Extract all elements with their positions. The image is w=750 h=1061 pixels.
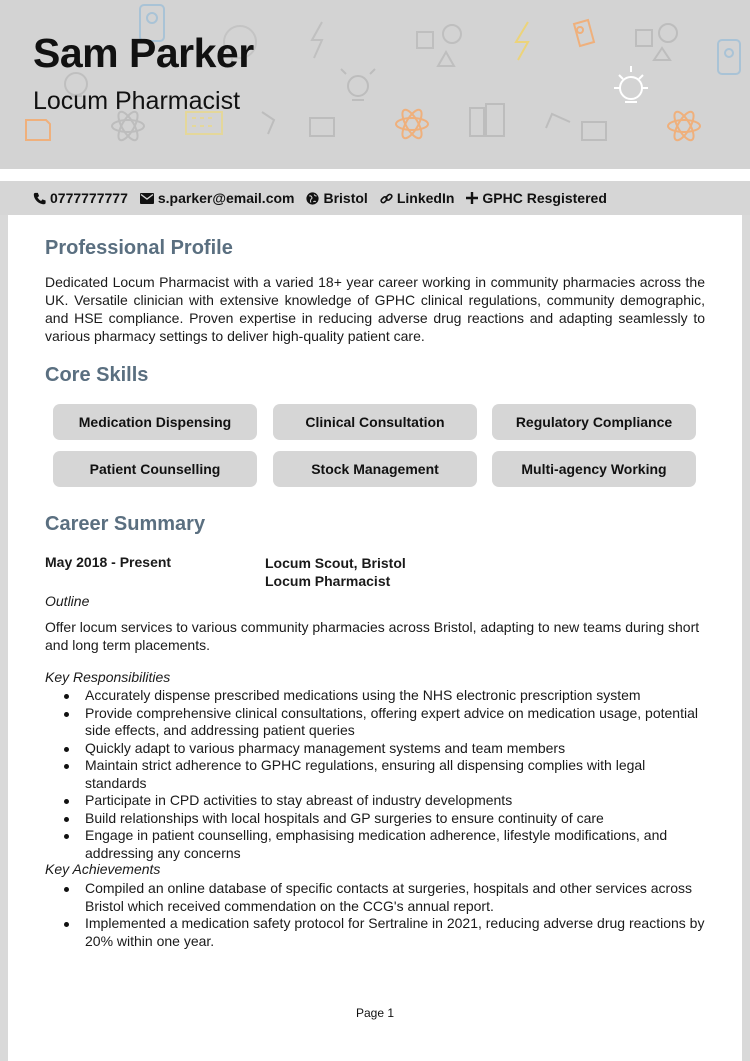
contact-email[interactable] (140, 190, 295, 206)
skill-chip: Medication Dispensing (53, 404, 257, 440)
skill-chip: Regulatory Compliance (492, 404, 696, 440)
list-item: Engage in patient counselling, emphasising medication adherence, lifestyle modifications, and addressing any concerns (45, 827, 710, 862)
lightbulb-white-doodle-icon (614, 66, 648, 102)
list-item: Maintain strict adherence to GPHC regulations, ensuring all dispensing complies with legal standards (45, 757, 710, 792)
chevron-right-doodle-icon (546, 114, 570, 128)
list-item: Quickly adapt to various pharmacy management systems and team members (45, 740, 710, 758)
header-banner (0, 0, 750, 169)
contact-registration-text: GPHC Resgistered (482, 190, 607, 206)
job-position: Locum Pharmacist (265, 573, 391, 589)
outline-text: Offer locum services to various community pharmacies across Bristol, adapting to new teams during short and long term placements. (45, 619, 700, 653)
list-item: Provide comprehensive clinical consultations, offering expert advice on medication usage, potential side effects, and addressing patient queries (45, 705, 710, 740)
envelope-icon (140, 193, 154, 204)
shapes-doodle-icon (417, 25, 461, 66)
phone-right-doodle-icon (718, 40, 740, 74)
list-item: Implemented a medication safety protocol for Sertraline in 2021, reducing adverse drug reactions by 20% within one year. (45, 915, 710, 950)
skill-chip: Clinical Consultation (273, 404, 477, 440)
responsibilities-list (45, 687, 710, 862)
contact-linkedin[interactable] (380, 190, 455, 206)
atom-orange-doodle-icon (396, 107, 428, 141)
list-item: Participate in CPD activities to stay abreast of industry developments (45, 792, 710, 810)
achievements-list (45, 880, 710, 950)
contact-email-text: s.parker@email.com (157, 190, 295, 206)
candidate-name: Sam Parker (33, 30, 254, 76)
contact-registration (466, 190, 606, 206)
phone-icon (33, 192, 46, 205)
atom-orange-right-doodle-icon (668, 109, 700, 143)
career-section-title: Career Summary (45, 513, 206, 535)
shapes-right-doodle-icon (636, 24, 677, 60)
contact-linkedin-text: LinkedIn (396, 190, 455, 206)
screen-doodle-icon (310, 118, 334, 136)
lightbulb-grey-doodle-icon (341, 69, 375, 100)
skill-chip: Patient Counselling (53, 451, 257, 487)
job-employer: Locum Scout, Bristol (265, 555, 406, 571)
list-item: Build relationships with local hospitals and GP surgeries to ensure continuity of care (45, 810, 710, 828)
contact-bar (0, 181, 750, 215)
outline-label: Outline (45, 593, 90, 609)
list-item: Accurately dispense prescribed medications using the NHS electronic prescription system (45, 687, 710, 705)
folder-doodle-icon (26, 120, 50, 140)
profile-text: Dedicated Locum Pharmacist with a varied 18+ year career working in community pharmacies across the UK. Versatile clinician with extensive knowledge of GPHC clinical regulations, community demographic, and HSE compliance. Proven expertise in reducing adverse drug reactions and adapting seamlessly to various pharmacy settings to deliver high-quality patient care. (45, 274, 705, 344)
responsibilities-label: Key Responsibilities (45, 669, 171, 685)
profile-section-title: Professional Profile (45, 237, 233, 259)
skill-chip: Multi-agency Working (492, 451, 696, 487)
contact-phone-text: 0777777777 (50, 190, 128, 206)
contact-location-text: Bristol (323, 190, 368, 206)
plus-icon (466, 192, 478, 204)
contact-phone[interactable] (33, 190, 128, 206)
contact-location[interactable] (306, 190, 367, 206)
list-item: Compiled an online database of specific contacts at surgeries, hospitals and other services across Bristol which received commendation on the CCG's annual report. (45, 880, 710, 915)
marker-doodle-icon (574, 20, 594, 46)
job-dates: May 2018 - Present (45, 554, 172, 570)
candidate-role: Locum Pharmacist (33, 87, 241, 115)
globe-icon (306, 192, 319, 205)
lightning-doodle-icon (312, 22, 322, 58)
divider-strip (0, 169, 750, 181)
screen-right-doodle-icon (582, 122, 606, 140)
achievements-label: Key Achievements (45, 861, 161, 877)
job-heading (265, 554, 406, 590)
link-icon (380, 192, 393, 205)
skill-chip: Stock Management (273, 451, 477, 487)
skills-section-title: Core Skills (45, 364, 149, 386)
buildings-doodle-icon (470, 104, 504, 136)
chevron-doodle-icon (262, 112, 274, 134)
resume-page (8, 215, 742, 1061)
lightning-yellow-doodle-icon (516, 22, 528, 60)
decorative-background-icons (0, 0, 750, 169)
page-number: Page 1 (355, 1006, 395, 1020)
